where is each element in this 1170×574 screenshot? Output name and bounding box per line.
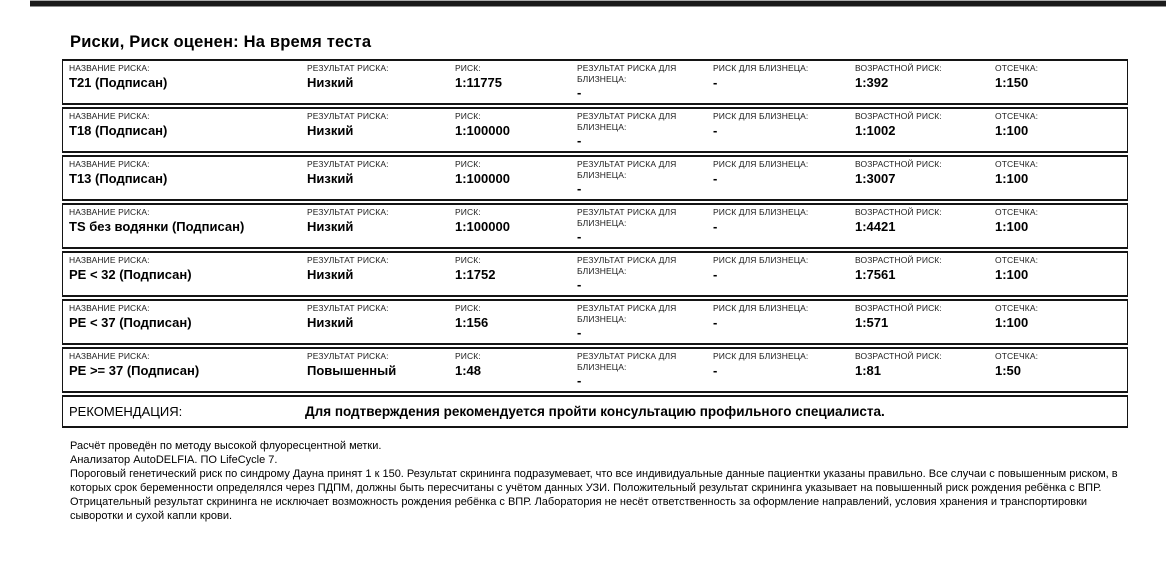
twin-risk-value: - xyxy=(713,74,718,90)
recommendation-row xyxy=(62,395,1128,428)
cell-risk-result xyxy=(301,61,449,103)
cell-age-risk xyxy=(849,253,989,295)
risk-value: 1:156 xyxy=(455,314,489,330)
recommendation-label: РЕКОМЕНДАЦИЯ: xyxy=(69,404,183,419)
risk-label: РИСК: xyxy=(455,207,481,217)
twin-risk-label: РИСК ДЛЯ БЛИЗНЕЦА: xyxy=(713,255,809,265)
twin-result-label: РЕЗУЛЬТАТ РИСКА ДЛЯ БЛИЗНЕЦА: xyxy=(577,63,677,84)
cell-twin-risk xyxy=(707,109,849,151)
cell-twin-result xyxy=(571,349,707,391)
risk-name-value: PE < 32 (Подписан) xyxy=(69,266,192,282)
twin-result-value: - xyxy=(577,85,582,100)
cell-cutoff xyxy=(989,157,1127,199)
risk-result-label: РЕЗУЛЬТАТ РИСКА: xyxy=(307,159,389,169)
risk-name-value: T21 (Подписан) xyxy=(69,74,168,90)
twin-risk-value: - xyxy=(713,170,718,186)
cell-risk-result xyxy=(301,157,449,199)
cutoff-label: ОТСЕЧКА: xyxy=(995,303,1039,313)
cell-risk xyxy=(449,253,571,295)
twin-result-value: - xyxy=(577,229,582,244)
twin-result-value: - xyxy=(577,325,582,340)
cell-risk-name xyxy=(63,349,301,391)
twin-result-value: - xyxy=(577,181,582,196)
age-risk-label: ВОЗРАСТНОЙ РИСК: xyxy=(855,303,942,313)
risk-name-label: НАЗВАНИЕ РИСКА: xyxy=(69,351,150,361)
cell-cutoff xyxy=(989,61,1127,103)
risk-result-label: РЕЗУЛЬТАТ РИСКА: xyxy=(307,351,389,361)
footnote-disclaimer: Пороговый генетический риск по синдрому Дауна принят 1 к 150. Результат скрининга подразумевает, что все индивидуальные данные пациентки указаны правильно. Все случаи с повышенным риском, в которых срок беременности определялся через ПДПМ, должны быть пересчитаны с учётом данных УЗИ. Положительный результат скрининга указывает на повышенный риск рождения ребёнка с ВПР. Отрицательный результат скрининга не исключает возможность рождения ребёнка с ВПР. Лаборатория не несёт ответственность за оформление направлений, условия хранения и транспортировки сыворотки и сухой капли крови. xyxy=(70,468,1118,522)
twin-risk-value: - xyxy=(713,314,718,330)
risk-row xyxy=(62,203,1128,249)
risk-label: РИСК: xyxy=(455,255,481,265)
twin-result-value: - xyxy=(577,373,582,388)
cutoff-label: ОТСЕЧКА: xyxy=(995,255,1039,265)
age-risk-label: ВОЗРАСТНОЙ РИСК: xyxy=(855,63,942,73)
cell-cutoff xyxy=(989,301,1127,343)
cell-age-risk xyxy=(849,349,989,391)
age-risk-value: 1:1002 xyxy=(855,122,896,138)
cell-twin-risk xyxy=(707,61,849,103)
risk-label: РИСК: xyxy=(455,303,481,313)
risk-label: РИСК: xyxy=(455,351,481,361)
risk-result-value: Низкий xyxy=(307,122,354,138)
risk-result-value: Повышенный xyxy=(307,362,397,378)
cutoff-value: 1:100 xyxy=(995,266,1029,282)
twin-result-label: РЕЗУЛЬТАТ РИСКА ДЛЯ БЛИЗНЕЦА: xyxy=(577,351,677,372)
cell-risk-result xyxy=(301,253,449,295)
cell-risk xyxy=(449,61,571,103)
risk-result-label: РЕЗУЛЬТАТ РИСКА: xyxy=(307,63,389,73)
risk-result-value: Низкий xyxy=(307,314,354,330)
age-risk-value: 1:81 xyxy=(855,362,882,378)
risk-result-label: РЕЗУЛЬТАТ РИСКА: xyxy=(307,255,389,265)
risk-name-label: НАЗВАНИЕ РИСКА: xyxy=(69,303,150,313)
twin-risk-label: РИСК ДЛЯ БЛИЗНЕЦА: xyxy=(713,207,809,217)
risk-result-label: РЕЗУЛЬТАТ РИСКА: xyxy=(307,303,389,313)
cell-twin-result xyxy=(571,301,707,343)
age-risk-value: 1:7561 xyxy=(855,266,896,282)
cell-age-risk xyxy=(849,205,989,247)
risk-result-label: РЕЗУЛЬТАТ РИСКА: xyxy=(307,111,389,121)
cell-cutoff xyxy=(989,205,1127,247)
twin-risk-label: РИСК ДЛЯ БЛИЗНЕЦА: xyxy=(713,351,809,361)
top-divider-rule xyxy=(30,0,1166,7)
cutoff-value: 1:100 xyxy=(995,170,1029,186)
risk-name-label: НАЗВАНИЕ РИСКА: xyxy=(69,207,150,217)
twin-risk-value: - xyxy=(713,218,718,234)
cutoff-value: 1:50 xyxy=(995,362,1022,378)
twin-risk-value: - xyxy=(713,266,718,282)
cell-twin-result xyxy=(571,61,707,103)
risk-table xyxy=(62,59,1128,393)
cell-risk-name xyxy=(63,253,301,295)
cell-twin-result xyxy=(571,253,707,295)
risk-name-value: PE >= 37 (Подписан) xyxy=(69,362,200,378)
age-risk-label: ВОЗРАСТНОЙ РИСК: xyxy=(855,255,942,265)
cell-risk xyxy=(449,157,571,199)
twin-risk-value: - xyxy=(713,362,718,378)
risk-name-value: T13 (Подписан) xyxy=(69,170,168,186)
risk-value: 1:48 xyxy=(455,362,482,378)
cell-twin-result xyxy=(571,109,707,151)
risk-label: РИСК: xyxy=(455,111,481,121)
cell-twin-risk xyxy=(707,253,849,295)
cell-twin-risk xyxy=(707,205,849,247)
twin-risk-value: - xyxy=(713,122,718,138)
twin-result-value: - xyxy=(577,133,582,148)
cell-risk xyxy=(449,301,571,343)
cutoff-label: ОТСЕЧКА: xyxy=(995,159,1039,169)
twin-risk-label: РИСК ДЛЯ БЛИЗНЕЦА: xyxy=(713,303,809,313)
cell-risk-name xyxy=(63,157,301,199)
cutoff-label: ОТСЕЧКА: xyxy=(995,207,1039,217)
risk-name-value: PE < 37 (Подписан) xyxy=(69,314,192,330)
cell-risk-result xyxy=(301,109,449,151)
risk-label: РИСК: xyxy=(455,63,481,73)
risk-row xyxy=(62,299,1128,345)
risk-value: 1:100000 xyxy=(455,170,510,186)
cutoff-value: 1:100 xyxy=(995,122,1029,138)
twin-result-label: РЕЗУЛЬТАТ РИСКА ДЛЯ БЛИЗНЕЦА: xyxy=(577,111,677,132)
cell-twin-result xyxy=(571,205,707,247)
twin-result-label: РЕЗУЛЬТАТ РИСКА ДЛЯ БЛИЗНЕЦА: xyxy=(577,303,677,324)
risk-value: 1:11775 xyxy=(455,74,502,90)
risk-name-value: TS без водянки (Подписан) xyxy=(69,218,245,234)
cell-twin-risk xyxy=(707,349,849,391)
cell-risk-result xyxy=(301,349,449,391)
twin-result-label: РЕЗУЛЬТАТ РИСКА ДЛЯ БЛИЗНЕЦА: xyxy=(577,255,677,276)
cell-twin-risk xyxy=(707,301,849,343)
twin-result-label: РЕЗУЛЬТАТ РИСКА ДЛЯ БЛИЗНЕЦА: xyxy=(577,207,677,228)
recommendation-text: Для подтверждения рекомендуется пройти консультацию профильного специалиста. xyxy=(305,404,885,419)
twin-result-value: - xyxy=(577,277,582,292)
cutoff-value: 1:100 xyxy=(995,218,1029,234)
risk-row xyxy=(62,347,1128,393)
cell-risk xyxy=(449,205,571,247)
age-risk-label: ВОЗРАСТНОЙ РИСК: xyxy=(855,111,942,121)
twin-risk-label: РИСК ДЛЯ БЛИЗНЕЦА: xyxy=(713,111,809,121)
cell-risk-name xyxy=(63,109,301,151)
cell-risk-name xyxy=(63,205,301,247)
risk-name-label: НАЗВАНИЕ РИСКА: xyxy=(69,111,150,121)
cutoff-value: 1:150 xyxy=(995,74,1029,90)
risk-name-label: НАЗВАНИЕ РИСКА: xyxy=(69,63,150,73)
cell-risk-name xyxy=(63,61,301,103)
cell-risk-result xyxy=(301,205,449,247)
risk-row xyxy=(62,251,1128,297)
age-risk-value: 1:4421 xyxy=(855,218,896,234)
risk-label: РИСК: xyxy=(455,159,481,169)
risk-value: 1:1752 xyxy=(455,266,496,282)
cell-cutoff xyxy=(989,349,1127,391)
cell-risk xyxy=(449,109,571,151)
risk-name-value: T18 (Подписан) xyxy=(69,122,168,138)
age-risk-label: ВОЗРАСТНОЙ РИСК: xyxy=(855,207,942,217)
cell-risk-name xyxy=(63,301,301,343)
risk-value: 1:100000 xyxy=(455,122,510,138)
cutoff-label: ОТСЕЧКА: xyxy=(995,351,1039,361)
risk-name-label: НАЗВАНИЕ РИСКА: xyxy=(69,255,150,265)
twin-result-label: РЕЗУЛЬТАТ РИСКА ДЛЯ БЛИЗНЕЦА: xyxy=(577,159,677,180)
age-risk-value: 1:392 xyxy=(855,74,889,90)
age-risk-label: ВОЗРАСТНОЙ РИСК: xyxy=(855,159,942,169)
cell-age-risk xyxy=(849,157,989,199)
risk-result-value: Низкий xyxy=(307,170,354,186)
cell-cutoff xyxy=(989,109,1127,151)
age-risk-label: ВОЗРАСТНОЙ РИСК: xyxy=(855,351,942,361)
cutoff-label: ОТСЕЧКА: xyxy=(995,63,1039,73)
cutoff-label: ОТСЕЧКА: xyxy=(995,111,1039,121)
risk-result-value: Низкий xyxy=(307,218,354,234)
cell-risk xyxy=(449,349,571,391)
risk-result-label: РЕЗУЛЬТАТ РИСКА: xyxy=(307,207,389,217)
cell-age-risk xyxy=(849,301,989,343)
page-title: Риски, Риск оценен: На время теста xyxy=(70,33,372,51)
cell-twin-result xyxy=(571,157,707,199)
twin-risk-label: РИСК ДЛЯ БЛИЗНЕЦА: xyxy=(713,63,809,73)
risk-row xyxy=(62,107,1128,153)
age-risk-value: 1:3007 xyxy=(855,170,896,186)
footnotes xyxy=(70,439,1128,523)
risk-result-value: Низкий xyxy=(307,266,354,282)
cutoff-value: 1:100 xyxy=(995,314,1029,330)
footnote-method: Расчёт проведён по методу высокой флуоресцентной метки. xyxy=(70,440,382,452)
risk-row xyxy=(62,59,1128,105)
cell-twin-risk xyxy=(707,157,849,199)
risk-row xyxy=(62,155,1128,201)
twin-risk-label: РИСК ДЛЯ БЛИЗНЕЦА: xyxy=(713,159,809,169)
risk-name-label: НАЗВАНИЕ РИСКА: xyxy=(69,159,150,169)
risk-result-value: Низкий xyxy=(307,74,354,90)
age-risk-value: 1:571 xyxy=(855,314,889,330)
risk-value: 1:100000 xyxy=(455,218,510,234)
cell-age-risk xyxy=(849,61,989,103)
cell-age-risk xyxy=(849,109,989,151)
cell-risk-result xyxy=(301,301,449,343)
footnote-analyzer: Анализатор AutoDELFIA. ПО LifeCycle 7. xyxy=(70,454,278,466)
cell-cutoff xyxy=(989,253,1127,295)
report-content xyxy=(62,7,1128,523)
